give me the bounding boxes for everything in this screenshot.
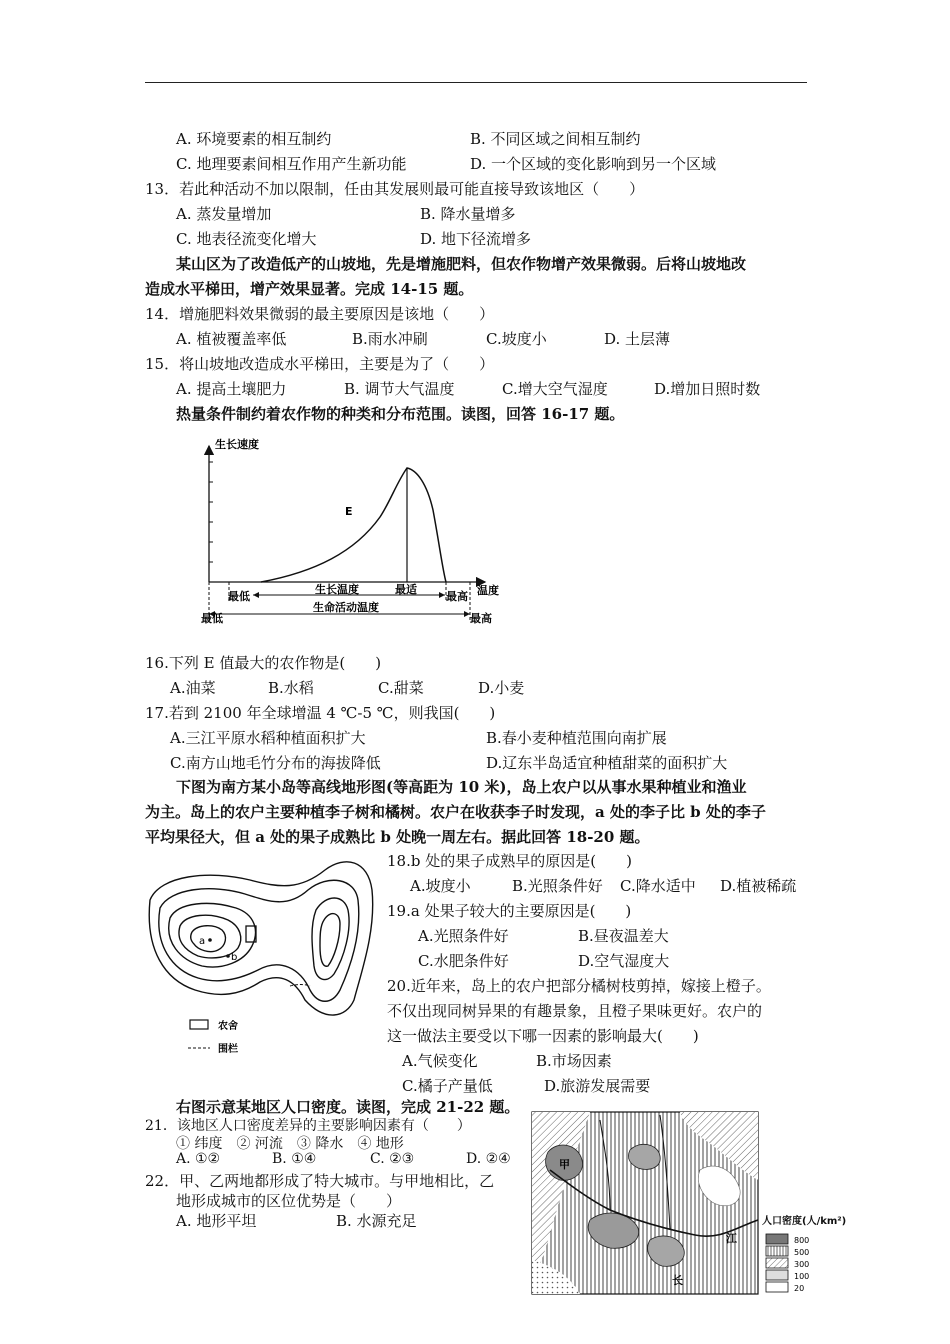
legend-farmhouse-label: 农舍 (218, 1021, 238, 1032)
q16-option-c: C.甜菜 (378, 679, 424, 697)
legend-swatch-300 (766, 1258, 788, 1268)
q15-option-c: C.增大空气湿度 (502, 380, 608, 398)
legend-value-20: 20 (794, 1284, 805, 1293)
legend-value-800: 800 (794, 1236, 810, 1245)
q17-option-d: D.辽东半岛适宜种植甜菜的面积扩大 (486, 754, 728, 772)
q19-stem: 19.a 处果子较大的主要原因是( ) (387, 902, 632, 920)
density-legend (764, 1232, 824, 1296)
q21-option-d: D. ②④ (466, 1151, 511, 1167)
contour-3-east (312, 898, 349, 980)
q13-stem: 13．若此种活动不加以限制，任由其发展则最可能直接导致该地区（ ） (145, 180, 645, 198)
legend-swatch-500 (766, 1246, 788, 1256)
q21-factors: ① 纬度 ② 河流 ③ 降水 ④ 地形 (176, 1136, 404, 1152)
q21-option-c: C. ②③ (370, 1151, 415, 1167)
density-legend-title: 人口密度(人/km²) (762, 1216, 847, 1227)
q21-stem: 21．该地区人口密度差异的主要影响因素有（ ） (145, 1118, 471, 1134)
optimum-label: 最适 (395, 583, 417, 596)
growth-temp-label: 生长温度 (315, 583, 359, 596)
q18-option-b: B.光照条件好 (512, 877, 603, 895)
q14-option-a: A. 植被覆盖率低 (176, 330, 287, 348)
point-b-marker (226, 954, 230, 958)
point-b-label: b (231, 952, 238, 963)
x-axis-label: 温度 (477, 584, 499, 597)
q22-option-a: A. 地形平坦 (176, 1212, 257, 1230)
intro-16-17: 热量条件制约着农作物的种类和分布范围。读图，回答 16-17 题。 (176, 405, 625, 423)
q19-option-a: A.光照条件好 (418, 927, 509, 945)
intro-18-20-line2: 为主。岛上的农户主要种植李子树和橘树。农户在收获李子时发现，a 处的李子比 b 处的李子 (145, 803, 766, 821)
q19-option-c: C.水肥条件好 (418, 952, 509, 970)
q14-option-d: D. 土层薄 (604, 330, 671, 348)
q12-option-c: C. 地理要素间相互作用产生新功能 (176, 155, 407, 173)
q19-option-b: B.昼夜温差大 (578, 927, 669, 945)
q19-option-d: D.空气湿度大 (578, 952, 670, 970)
q20-line3: 这一做法主要受以下哪一因素的影响最大( ) (387, 1027, 699, 1045)
q15-option-a: A. 提高土壤肥力 (176, 380, 287, 398)
q17-option-a: A.三江平原水稻种植面积扩大 (170, 729, 366, 747)
q13-option-a: A. 蒸发量增加 (176, 205, 272, 223)
q17-stem: 17.若到 2100 年全球增温 4 ℃-5 ℃，则我国( ) (145, 704, 496, 722)
header-rule (145, 82, 807, 83)
contour-4-east (320, 914, 340, 967)
intro-21-22: 右图示意某地区人口密度。读图，完成 21-22 题。 (176, 1098, 520, 1116)
q17-option-c: C.南方山地毛竹分布的海拔降低 (170, 754, 381, 772)
q20-line1: 20.近年来，岛上的农户把部分橘树枝剪掉，嫁接上橙子。 (387, 977, 771, 995)
outer-min-label: 最低 (201, 612, 223, 625)
legend-value-500: 500 (794, 1248, 810, 1257)
legend-fence-label: 围栏 (218, 1044, 238, 1055)
inner-min-label: 最低 (228, 590, 250, 603)
q16-option-b: B.水稻 (268, 679, 314, 697)
q16-stem: 16.下列 E 值最大的农作物是( ) (145, 654, 382, 672)
intro-18-20-line1: 下图为南方某小岛等高线地形图(等高距为 10 米)，岛上农户以从事水果种植业和渔业 (176, 778, 747, 796)
q16-option-d: D.小麦 (478, 679, 525, 697)
contour-5-west (191, 926, 226, 952)
legend-swatch-20 (766, 1282, 788, 1292)
q16-option-a: A.油菜 (170, 679, 216, 697)
legend-value-300: 300 (794, 1260, 810, 1269)
q20-option-c: C.橘子产量低 (402, 1077, 493, 1095)
q15-option-d: D.增加日照时数 (654, 380, 761, 398)
q18-option-d: D.植被稀疏 (720, 877, 797, 895)
intro-18-20-line3: 平均果径大，但 a 处的果子成熟比 b 处晚一周左右。据此回答 18-20 题。 (145, 828, 650, 846)
q13-option-b: B. 降水量增多 (420, 205, 516, 223)
legend-farmhouse-icon (190, 1020, 208, 1029)
q20-line2: 不仅出现同树异果的有趣景象，且橙子果味更好。农户的 (387, 1002, 763, 1020)
curve-label-e: E (345, 505, 353, 518)
label-chang: 长 (672, 1274, 683, 1287)
q12-option-b: B. 不同区域之间相互制约 (470, 130, 641, 148)
q17-option-b: B.春小麦种植范围向南扩展 (486, 729, 667, 747)
intro-14-15-line2: 造成水平梯田，增产效果显著。完成 14-15 题。 (145, 280, 474, 298)
q22-option-b: B. 水源充足 (336, 1212, 417, 1230)
q12-option-d: D. 一个区域的变化影响到另一个区域 (470, 155, 717, 173)
growth-curve (261, 468, 446, 582)
growth-rate-chart (195, 432, 515, 628)
legend-swatch-800 (766, 1234, 788, 1244)
q20-option-d: D.旅游发展需要 (544, 1077, 651, 1095)
q21-option-b: B. ①④ (272, 1151, 317, 1167)
y-axis-label: 生长速度 (215, 438, 259, 451)
q14-stem: 14．增施肥料效果微弱的最主要原因是该地（ ） (145, 305, 495, 323)
q18-stem: 18.b 处的果子成熟早的原因是( ) (387, 852, 632, 870)
q13-option-c: C. 地表径流变化增大 (176, 230, 317, 248)
intro-14-15-line1: 某山区为了改造低产的山坡地，先是增施肥料，但农作物增产效果微弱。后将山坡地改 (176, 255, 747, 273)
q22-line1: 22．甲、乙两地都形成了特大城市。与甲地相比，乙 (145, 1172, 495, 1190)
q20-option-b: B.市场因素 (536, 1052, 612, 1070)
q15-option-b: B. 调节大气温度 (344, 380, 455, 398)
q12-option-a: A. 环境要素的相互制约 (176, 130, 332, 148)
legend-swatch-100 (766, 1270, 788, 1280)
q13-option-d: D. 地下径流增多 (420, 230, 532, 248)
inner-max-label: 最高 (446, 590, 468, 603)
q18-option-c: C.降水适中 (620, 877, 696, 895)
q21-option-a: A. ①② (176, 1151, 221, 1167)
q20-option-a: A.气候变化 (402, 1052, 478, 1070)
life-temp-label: 生命活动温度 (313, 601, 379, 614)
q14-option-c: C.坡度小 (486, 330, 547, 348)
outer-max-label: 最高 (470, 612, 492, 625)
population-density-map (530, 1110, 760, 1296)
point-a-marker (208, 938, 212, 942)
legend-value-100: 100 (794, 1272, 810, 1281)
label-jia: 甲 (559, 1158, 570, 1171)
q14-option-b: B.雨水冲刷 (352, 330, 428, 348)
island-contour-map (140, 850, 380, 1060)
point-a-label: a (199, 936, 206, 947)
q18-option-a: A.坡度小 (410, 877, 471, 895)
label-jiang: 江 (726, 1232, 737, 1245)
q15-stem: 15．将山坡地改造成水平梯田，主要是为了（ ） (145, 355, 495, 373)
q22-line2: 地形成城市的区位优势是（ ） (176, 1192, 402, 1210)
